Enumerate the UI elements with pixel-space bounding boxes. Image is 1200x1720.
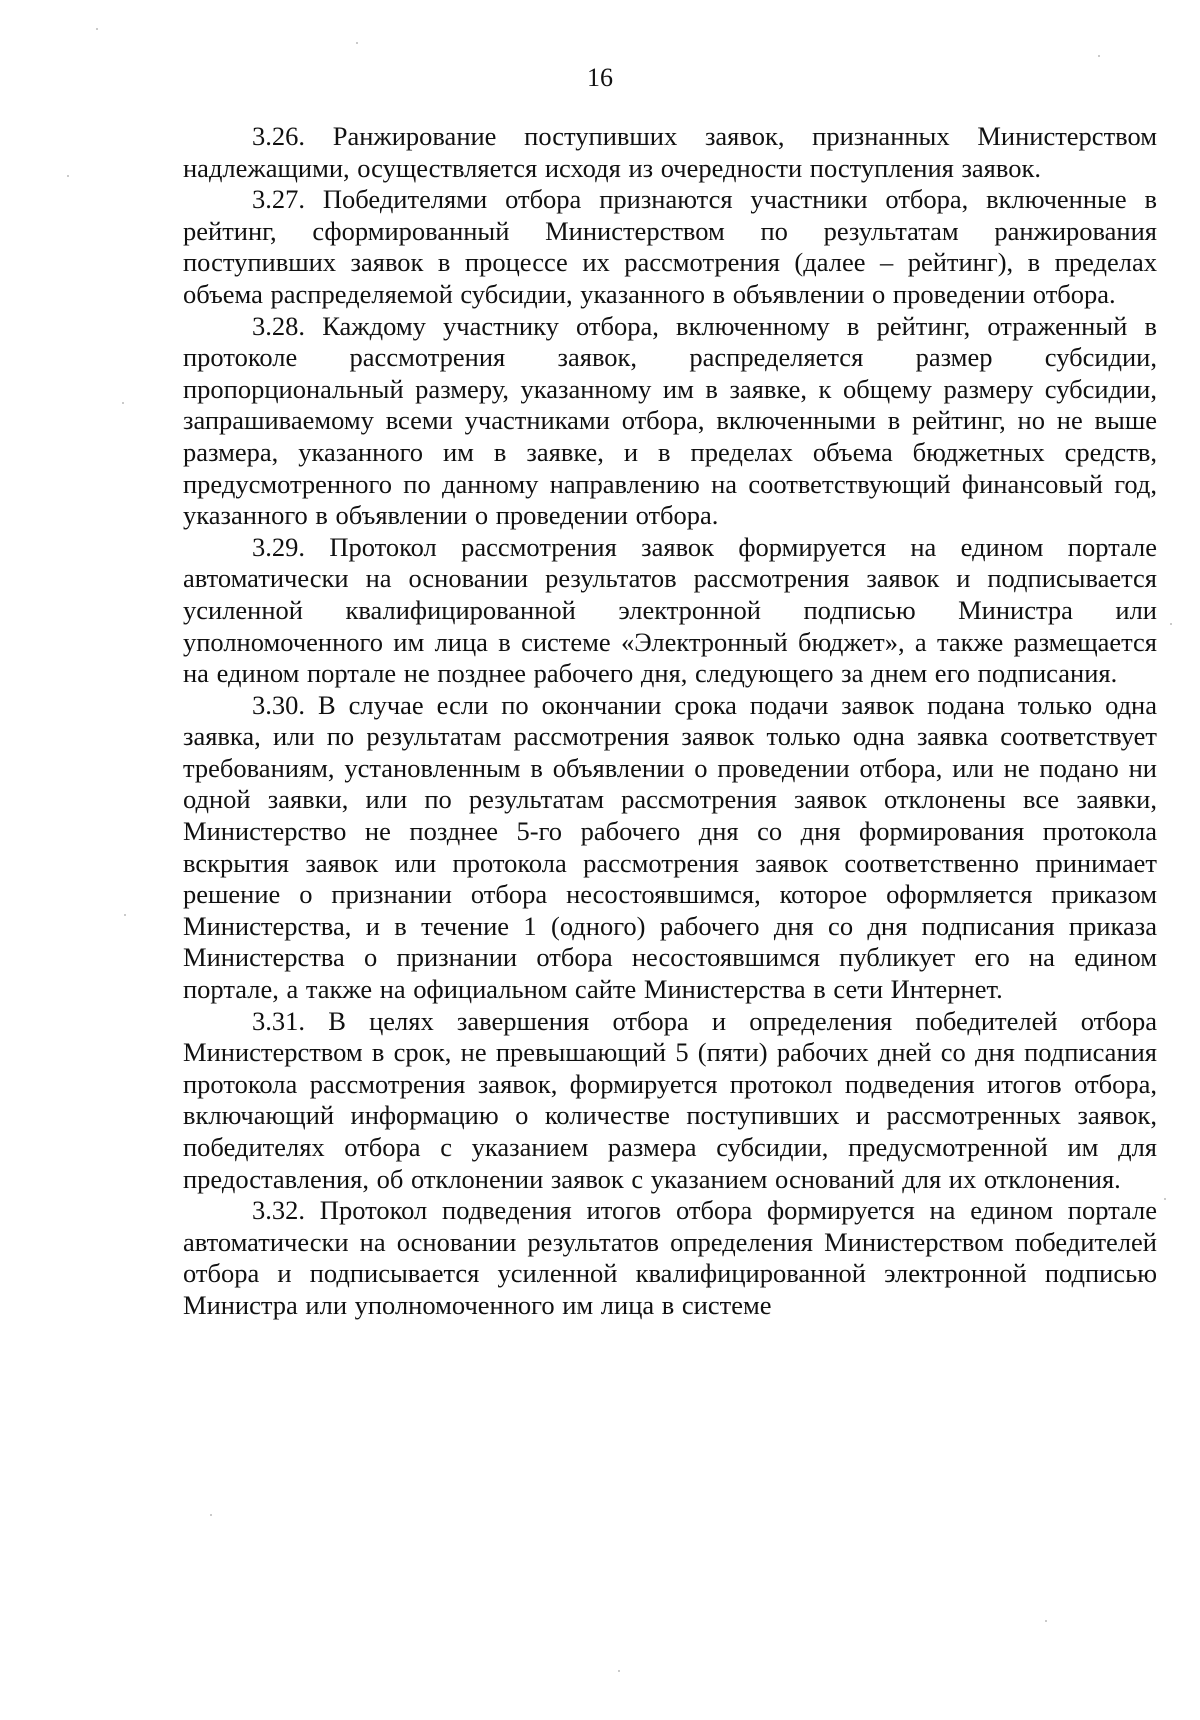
scan-speck (356, 42, 358, 44)
paragraph-3-26: 3.26. Ранжирование поступивших заявок, признанных Министерством надлежащими, осуществляется исходя из очередности поступления заявок. (183, 121, 1157, 183)
scan-speck (618, 1670, 620, 1672)
scan-speck (1170, 623, 1172, 625)
scan-speck (122, 402, 124, 404)
page-number: 16 (587, 63, 613, 92)
paragraph-3-27: 3.27. Победителями отбора признаются участники отбора, включенные в рейтинг, сформированный Министерством по результатам ранжирования поступивших заявок в процессе их рассмотрения (далее – рейтинг), в пределах объема распределяемой субсидии, указанного в объявлении о проведении отбора. (183, 184, 1157, 309)
scan-speck (67, 175, 69, 177)
scan-speck (1098, 55, 1100, 57)
paragraph-3-29: 3.29. Протокол рассмотрения заявок формируется на едином портале автоматически на основании результатов рассмотрения заявок и подписывается усиленной квалифицированной электронной подписью Министра или уполномоченного им лица в системе «Электронный бюджет», а также размещается на едином портале не позднее рабочего дня, следующего за днем его подписания. (183, 531, 1157, 689)
paragraph-3-31: 3.31. В целях завершения отбора и определения победителей отбора Министерством в срок, не превышающий 5 (пяти) рабочих дней со дня подписания протокола рассмотрения заявок, формируется протокол подведения итогов отбора, включающий информацию о количестве поступивших и рассмотренных заявок, победителях отбора с указанием размера субсидии, предусмотренной им для предоставления, об отклонении заявок с указанием оснований для их отклонения. (183, 1005, 1157, 1194)
scan-speck (1164, 1198, 1166, 1200)
scan-speck (210, 1514, 212, 1516)
scan-speck (96, 28, 98, 30)
paragraph-3-30: 3.30. В случае если по окончании срока подачи заявок подана только одна заявка, или по результатам рассмотрения заявок только одна заявка соответствует требованиям, установленным в объявлении о проведении отбора, или не подано ни одной заявки, или по результатам рассмотрения заявок отклонены все заявки, Министерство не позднее 5-го рабочего дня со дня формирования протокола вскрытия заявок или протокола рассмотрения заявок соответственно принимает решение о признании отбора несостоявшимся, которое оформляется приказом Министерства, и в течение 1 (одного) рабочего дня со дня подписания приказа Министерства о признании отбора несостоявшимся публикует его на едином портале, а также на официальном сайте Министерства в сети Интернет. (183, 689, 1157, 1005)
document-body (183, 121, 1157, 1322)
scan-speck (124, 914, 126, 916)
scan-speck (1045, 1620, 1047, 1622)
paragraph-3-32: 3.32. Протокол подведения итогов отбора формируется на едином портале автоматически на основании результатов определения Министерством победителей отбора и подписывается усиленной квалифицированной электронной подписью Министра или уполномоченного им лица в системе (183, 1195, 1157, 1320)
paragraph-3-28: 3.28. Каждому участнику отбора, включенному в рейтинг, отраженный в протоколе рассмотрения заявок, распределяется размер субсидии, пропорциональный размеру, указанному им в заявке, к общему размеру субсидии, запрашиваемому всеми участниками отбора, включенными в рейтинг, но не выше размера, указанного им в заявке, и в пределах объема бюджетных средств, предусмотренного по данному направлению на соответствующий финансовый год, указанного в объявлении о проведении отбора. (183, 310, 1157, 531)
